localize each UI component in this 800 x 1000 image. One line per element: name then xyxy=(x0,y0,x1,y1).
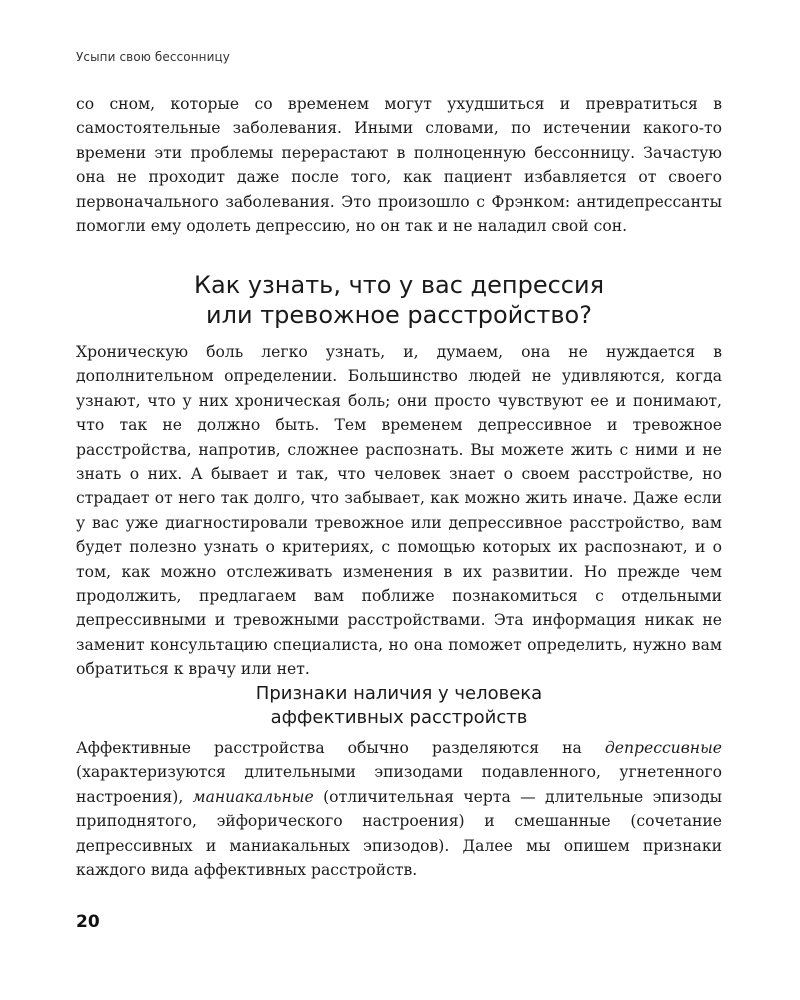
term-manic: маниакальные xyxy=(192,787,314,806)
paragraph-1-text: со сном, которые со временем могут ухудшиться и превратиться в самостоятельные заболевания. Иными словами, по истечении какого-то времени эти проблемы перерастают в полноценную бессонницу. Зачастую она не проходит даже после того, как пациент избавляется от своего первоначального заболевания. Это произошло с Фрэнком: антидепрессанты помогли ему одолеть депрессию, но он так и не наладил свой сон. xyxy=(76,95,722,236)
section-heading-line-1: Как узнать, что у вас депрессия xyxy=(193,271,605,299)
section-heading xyxy=(76,270,722,330)
term-depressive: депрессивные xyxy=(604,739,722,757)
paragraph-3-text xyxy=(76,736,722,882)
paragraph-3-part-2: (характеризуются длительными эпизодами подавленного, угнетенного настроения), xyxy=(76,763,722,806)
section-heading-line-2: или тревожное расстройство? xyxy=(206,301,592,329)
paragraph-depression-intro xyxy=(76,340,722,682)
page-number: 20 xyxy=(76,912,100,932)
paragraph-continuation xyxy=(76,92,722,238)
paragraph-3-part-1: Аффективные расстройства обычно разделяются на xyxy=(76,739,605,757)
subsection-heading-line-2: аффективных расстройств xyxy=(270,707,528,728)
paragraph-3-part-3: (отличительная черта — длительные эпизоды приподнятого, эйфорического настроения) и смешанные (сочетание депрессивных и маниакальных эпизодов). Далее мы опишем признаки каждого вида аффективных расстройств. xyxy=(76,787,723,880)
paragraph-2-text: Хроническую боль легко узнать, и, думаем, она не нуждается в дополнительном определении. Большинство людей не удивляются, когда узнают, что у них хроническая боль; они просто чувствуют ее и понимают, что так не должно быть. Тем временем депрессивное и тревожное расстройства, напротив, сложнее распознать. Вы можете жить с ними и не знать о них. А бывает и так, что человек знает о своем расстройстве, но страдает от него так долго, что забывает, как можно жить иначе. Даже если у вас уже диагностировали тревожное или депрессивное расстройство, вам будет полезно узнать о критериях, с помощью которых их распознают, и о том, как можно отслеживать изменения в их развитии. Но прежде чем продолжить, предлагаем вам поближе познакомиться с отдельными депрессивными и тревожными расстройствами. Эта информация никак не заменит консультацию специалиста, но она поможет определить, нужно вам обратиться к врачу или нет. xyxy=(76,343,722,679)
subsection-heading-line-1: Признаки наличия у человека xyxy=(255,683,543,704)
running-head: Усыпи свою бессонницу xyxy=(76,50,230,64)
paragraph-affective-disorders xyxy=(76,736,722,882)
subsection-heading xyxy=(76,682,722,730)
